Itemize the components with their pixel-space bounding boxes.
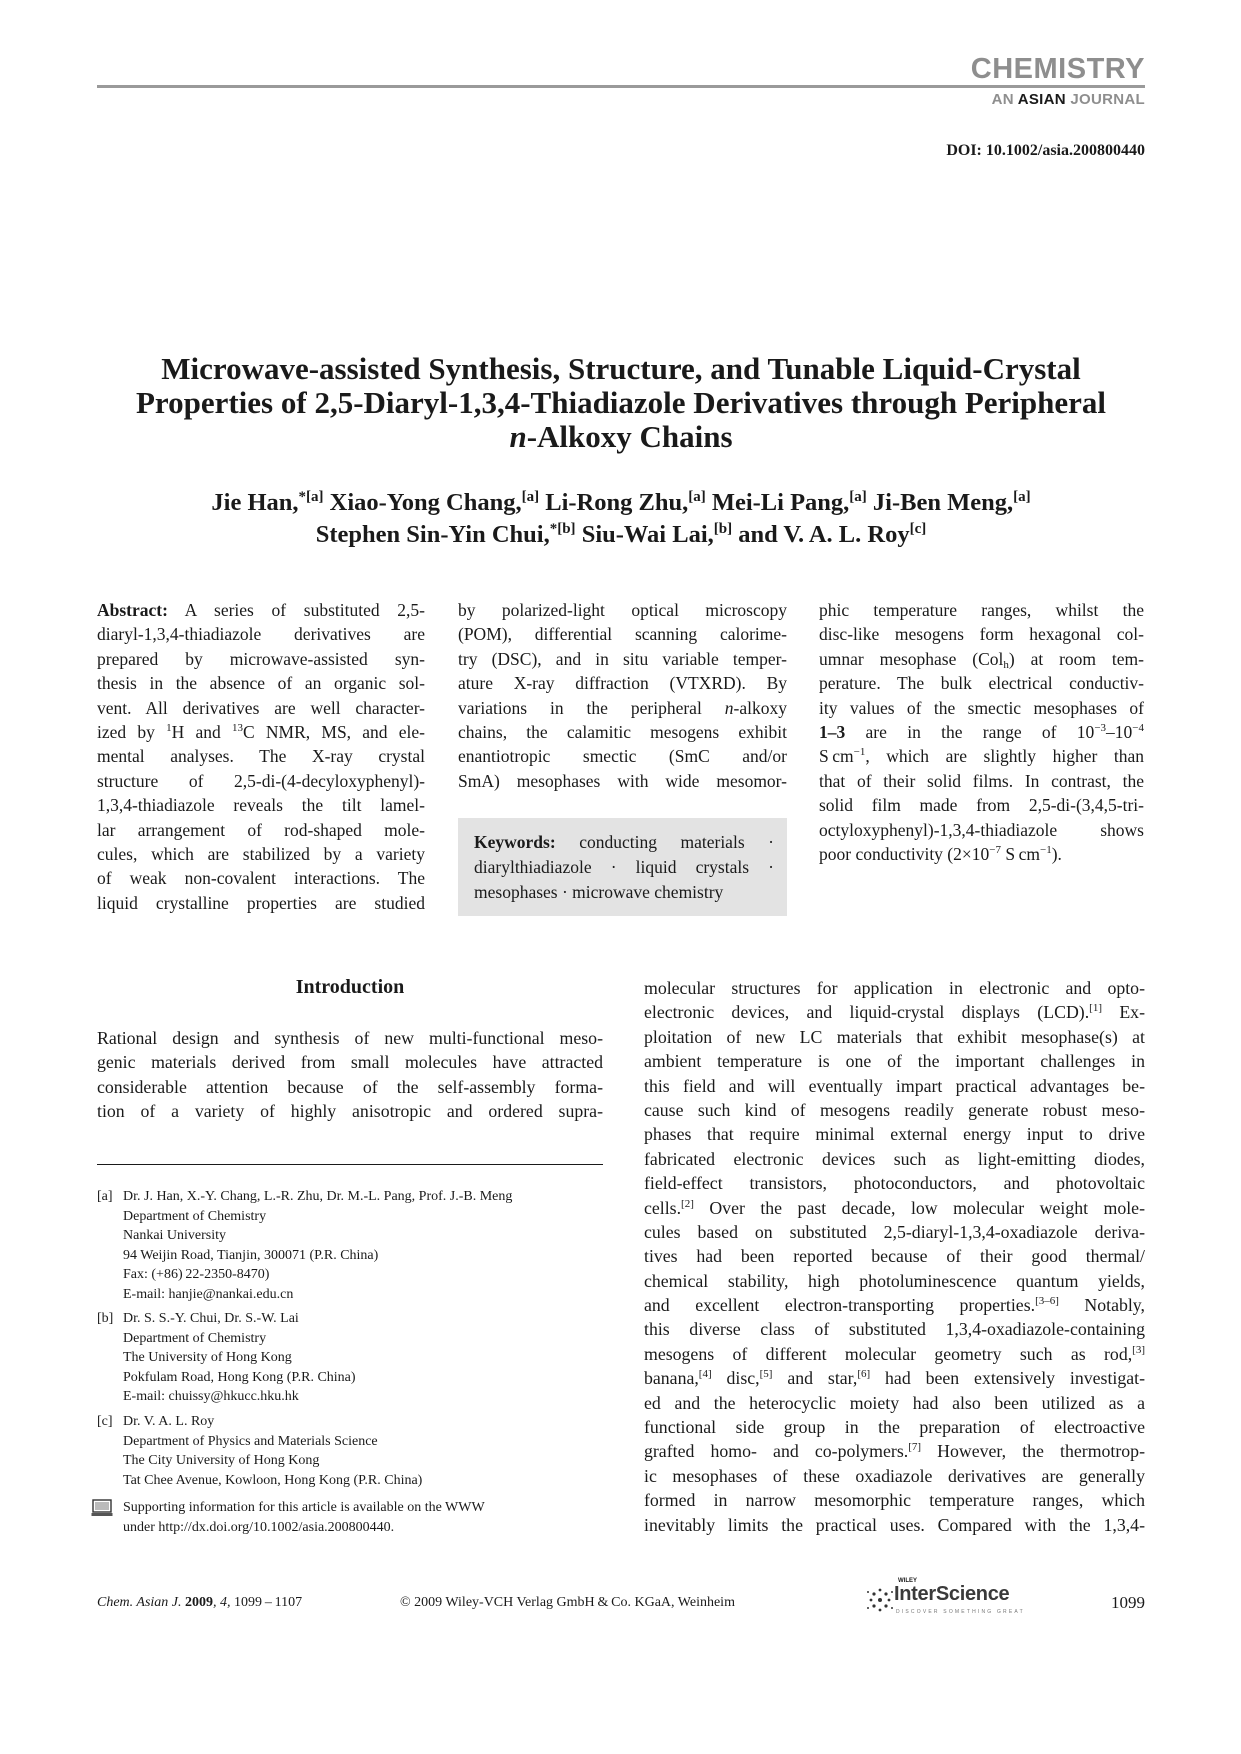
introduction-column-1: Rational design and synthesis of new multi-functional meso- genic materials derived from small molecules have attracted considerable attention because of the self-assembly forma- tion of a variety of highly anisotropic and ordered supra- xyxy=(97,1028,603,1122)
page-number: 1099 xyxy=(1111,1593,1145,1612)
keywords: Keywords: conducting materials · diarylthiadiazole · liquid crystals · mesophases · microwave chemistry xyxy=(474,832,774,902)
reference[interactable]: [3] xyxy=(1132,1343,1145,1356)
author-list: Jie Han,$^{*[a]}$ Xiao-Yong Chang,[a] Li-Rong Zhu,[a] Mei-Li Pang,[a] Ji-Ben Meng,[a] Stephen Sin-Yin Chui,$^{*[b]}$ Siu-Wai Lai,[b] and V. A. L. Roy[c] xyxy=(211,489,1031,548)
reference[interactable]: [6] xyxy=(857,1368,871,1381)
footer-citation: Chem. Asian J. 2009, 4, 1099 – 1107 xyxy=(97,1595,303,1610)
reference[interactable]: [7] xyxy=(908,1441,922,1454)
logo-tagline: DISCOVER SOMETHING GREAT xyxy=(896,1609,1025,1615)
article-title: Microwave-assisted Synthesis, Structure, and Tunable Liquid-Crystal Properties of 2,5-Diaryl-1,3,4-Thiadiazole Derivatives through Peripheral n-Alkoxy Chains xyxy=(135,351,1107,454)
affiliation-b: [b] Dr. S. S.-Y. Chui, Dr. S.-W. Lai Department of Chemistry The University of Hong Kong Pokfulam Road, Hong Kong (P.R. China) E-mail: chuissy@hkucc.hku.hk xyxy=(97,1309,356,1407)
abstract-column-1: Abstract: A series of substituted 2,5- diaryl-1,3,4-thiadiazole derivatives are prepared by microwave-assisted syn- thesis in the absence of an organic sol- vent. All derivatives are well character- ized by $^1$H and $^{13}$C NMR, MS, and ele- mental analyses. The X-ray crystal structure of 2,5-di-(4-decyloxyphenyl)- 1,3,4-thiadiazole reveals the tilt lamel- lar arrangement of rod-shaped mole- cules, which are stabilized by a variety of weak non-covalent interactions. The liquid crystalline properties are studied xyxy=(97,600,426,913)
introduction-column-2: molecular structures for application in electronic and opto- electronic devices, and liquid-crystal displays (LCD).[1] Ex- ploitation of new LC materials that exhibit mesophase(s) at ambient temperature is one of the important challenges in this field and will eventually impart practical advantages be- cause such kind of mesogens readily generate robust meso- phases that require minimal external energy input to drive fabricated electronic devices such as light-emitting diodes, field-effect transistors, photoconductors, and photovoltaic cells.[2] Over the past decade, low molecular weight mole- cules based on substituted 2,5-diaryl-1,3,4-oxadiazole deriva- tives had been reported because of their good thermal/ chemical stability, high photoluminescence quantum yields, and excellent electron-transporting properties.[3–6] Notably, this diverse class of substituted 1,3,4-oxadiazole-containing mesogens of different molecular geometry such as rod,[3] banana,[4] disc,[5] and star,[6] had been extensively investigat- ed and the heterocyclic moiety had also been utilized as a functional side group in the preparation of electroactive grafted homo- and co-polymers.[7] However, the thermotrop- ic mesophases of these oxadiazole derivatives are generally formed in narrow mesomorphic temperature ranges, which inevitably limits the practical uses. Compared with the 1,3,4- xyxy=(644,978,1145,1535)
journal-subtitle: AN ASIAN JOURNAL xyxy=(991,91,1145,108)
author-name: Xiao-Yong Chang, xyxy=(329,489,522,516)
author-name: Ji-Ben Meng, xyxy=(872,489,1014,516)
email-link[interactable]: E-mail: chuissy@hkucc.hku.hk xyxy=(123,1389,299,1404)
reference[interactable]: [4] xyxy=(698,1368,712,1381)
reference[interactable]: [5] xyxy=(759,1368,773,1381)
reference[interactable]: [1] xyxy=(1089,1002,1102,1015)
abstract-label: Abstract: xyxy=(97,600,168,620)
footer-copyright: © 2009 Wiley-VCH Verlag GmbH & Co. KGaA, Weinheim xyxy=(400,1595,735,1610)
reference[interactable]: [3–6] xyxy=(1035,1295,1059,1308)
email-link[interactable]: E-mail: hanjie@nankai.edu.cn xyxy=(123,1286,294,1302)
affiliation-a: [a] Dr. J. Han, X.-Y. Chang, L.-R. Zhu, Dr. M.-L. Pang, Prof. J.-B. Meng Department of Chemistry Nankai University 94 Weijin Road, Tianjin, 300071 (P.R. China) Fax: (+86) 22-2350-8470) E-mail: hanjie@nankai.edu.cn xyxy=(97,1187,512,1304)
supporting-information-note[interactable]: Supporting information for this article is available on the WWW under http://dx.doi.org/10.1002/asia.200800440. xyxy=(123,1500,485,1535)
author-name: Siu-Wai Lai, xyxy=(581,521,714,548)
author-name: and V. A. L. Roy xyxy=(738,521,910,548)
doi[interactable]: DOI: 10.1002/asia.200800440 xyxy=(946,142,1145,159)
section-heading-introduction: Introduction xyxy=(295,976,405,998)
reference[interactable]: [2] xyxy=(681,1197,694,1210)
keywords-label: Keywords: xyxy=(474,832,556,852)
logo-wiley-text: WILEY xyxy=(898,1578,917,1584)
author-name: Jie Han, xyxy=(211,489,299,516)
abstract-column-2: by polarized-light optical microscopy (POM), differential scanning calorime- try (DSC), and in situ variable temper- ature X-ray diffraction (VTXRD). By variations in the peripheral n-alkoxy chains, the calamitic mesogens exhibit enantiotropic smectic (SmC and/or SmA) mesophases with wide mesomor- xyxy=(458,600,787,791)
journal-name: CHEMISTRY xyxy=(970,53,1145,85)
abstract-column-3: phic temperature ranges, whilst the disc-like mesogens form hexagonal col- umnar mesophase (Col$_h$) at room tem- perature. The bulk electrical conductiv- ity values of the smectic mesophases of 1–3 are in the range of $10^{-3}-10^{-4}$ S $cm^{-1}$, which are slightly higher than that of their solid films. In contrast, the solid film made from 2,5-di-(3,4,5-tri- octyloxyphenyl)-1,3,4-thiadiazole shows poor conductivity ($2\times 10^{-7}$ S $cm^{-1}$). xyxy=(819,600,1144,864)
logo-name: InterScience xyxy=(894,1583,1010,1605)
footnote-rule xyxy=(97,1164,603,1165)
affiliation-c: [c] Dr. V. A. L. Roy Department of Physics and Materials Science The City University of Hong Kong Tat Chee Avenue, Kowloon, Hong Kong (P.R. China) xyxy=(97,1414,423,1488)
header-rule xyxy=(97,85,1145,88)
author-name: Stephen Sin-Yin Chui, xyxy=(315,521,550,548)
author-name: Mei-Li Pang, xyxy=(711,489,850,516)
author-name: Li-Rong Zhu, xyxy=(545,489,689,516)
